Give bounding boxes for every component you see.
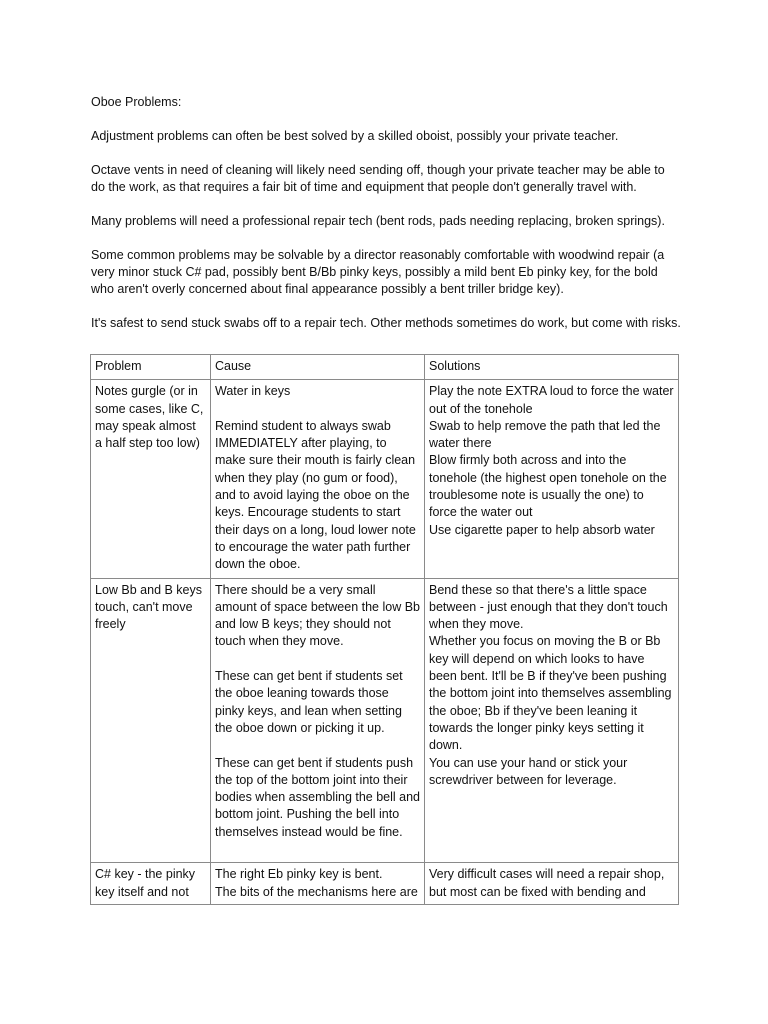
- paragraph: Many problems will need a professional repair tech (bent rods, pads needing replacing, broken springs).: [91, 214, 665, 228]
- solution-line: Blow firmly both across and into the tonehole (the highest open tonehole on the troublesome note is usually the one) to force the water out: [429, 453, 667, 520]
- problem-cell: Low Bb and B keys touch, can't move freely: [91, 578, 211, 863]
- cause-line: These can get bent if students set the oboe leaning towards those pinky keys, and lean when setting the oboe down or picking it up.: [215, 669, 403, 735]
- solution-line: Whether you focus on moving the B or Bb key will depend on which looks to have been bent. It'll be B if they've been pushing the bottom joint into themselves assembling the oboe; Bb if they've been leaning it towards the longer pinky keys setting it down.: [429, 634, 672, 753]
- table-row: [91, 863, 679, 905]
- cause-line: Remind student to always swab IMMEDIATELY after playing, to make sure their mouth is fairly clean when they play (no gum or food), and to avoid laying the oboe on the keys. Encourage students to start their days on a long, loud lower note to encourage the water path further down the oboe.: [215, 418, 416, 572]
- document-body: [91, 94, 681, 332]
- solution-line: You can use your hand or stick your screwdriver between for leverage.: [429, 755, 628, 787]
- solution-line: Use cigarette paper to help absorb water: [429, 522, 655, 537]
- cause-spacer: [215, 651, 420, 668]
- cause-line: There should be a very small amount of space between the low Bb and low B keys; they should not touch when they move.: [215, 582, 420, 649]
- cause-spacer: [215, 737, 420, 754]
- cause-line: The right Eb pinky key is bent.: [215, 867, 383, 882]
- paragraph: Octave vents in need of cleaning will likely need sending off, though your private teacher may be able to do the work, as that requires a fair bit of time and equipment that people don't generally travel with.: [91, 163, 665, 194]
- solutions-cell: [425, 863, 679, 905]
- paragraph: It's safest to send stuck swabs off to a repair tech. Other methods sometimes do work, but come with risks.: [91, 316, 681, 330]
- header-problem: Problem: [91, 355, 211, 380]
- cause-line: These can get bent if students push the top of the bottom joint into their bodies when assembling the bell and bottom joint. Pushing the bell into themselves instead would be fine.: [215, 755, 420, 839]
- solutions-cell: [425, 578, 679, 863]
- table-row: [91, 578, 679, 863]
- solution-line: Bend these so that there's a little space between - just enough that they don't touch when they move.: [429, 582, 668, 632]
- document-heading: Oboe Problems:: [91, 95, 182, 109]
- paragraph: Some common problems may be solvable by a director reasonably comfortable with woodwind repair (a very minor stuck C# pad, possibly bent B/Bb pinky keys, possibly a mild bent Eb pinky key, for the bold who aren't overly concerned about final appearance possibly a bent triller bridge key).: [91, 248, 665, 296]
- paragraph: Adjustment problems can often be best solved by a skilled oboist, possibly your private teacher.: [91, 129, 619, 143]
- solution-line: Very difficult cases will need a repair shop, but most can be fixed with bending and: [429, 867, 665, 899]
- solutions-cell: [425, 380, 679, 578]
- problems-table: [90, 354, 679, 905]
- table-header-row: [91, 355, 679, 380]
- solution-line: Swab to help remove the path that led the water there: [429, 418, 661, 451]
- table-row: [91, 380, 679, 578]
- cause-cell: [211, 380, 425, 578]
- header-solutions: Solutions: [425, 355, 679, 380]
- problem-cell: [91, 863, 211, 905]
- header-cause: Cause: [211, 355, 425, 380]
- cause-cell-text: [215, 866, 420, 900]
- cause-line: Water in keys: [215, 384, 291, 399]
- cause-line: The bits of the mechanisms here are: [215, 884, 418, 899]
- solution-line: Play the note EXTRA loud to force the water out of the tonehole: [429, 384, 674, 416]
- problem-cell: Notes gurgle (or in some cases, like C, may speak almost a half step too low): [91, 380, 211, 578]
- problem-cell-text: C# key - the pinky key itself and not: [95, 867, 196, 899]
- cause-cell: [211, 578, 425, 863]
- solutions-cell-text: [429, 866, 674, 900]
- cause-cell: [211, 863, 425, 905]
- cause-spacer: [215, 841, 420, 858]
- cause-spacer: [215, 401, 420, 418]
